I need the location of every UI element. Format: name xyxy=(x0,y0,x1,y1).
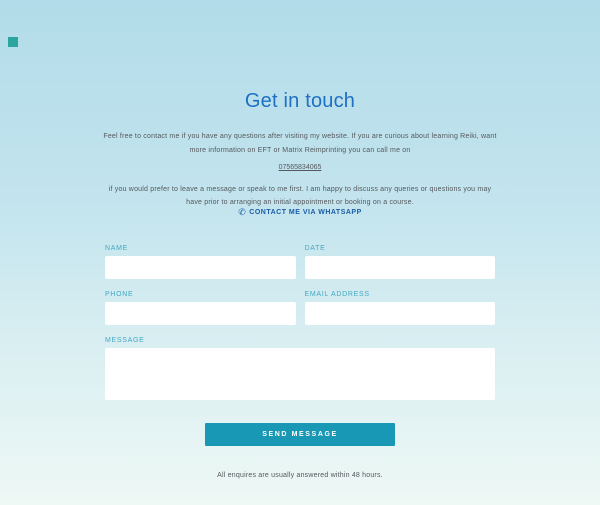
name-field xyxy=(105,245,296,279)
phone-input[interactable] xyxy=(105,302,296,325)
name-input[interactable] xyxy=(105,256,296,279)
whatsapp-link[interactable] xyxy=(238,208,362,217)
date-label: DATE xyxy=(304,245,326,252)
date-field xyxy=(305,245,496,279)
phone-link[interactable]: 07565834065 xyxy=(278,164,322,171)
phone-field xyxy=(105,291,296,325)
phone-label: PHONE xyxy=(105,291,134,298)
date-input[interactable] xyxy=(305,256,496,279)
phone-line xyxy=(0,158,600,174)
email-label: EMAIL ADDRESS xyxy=(304,291,370,298)
page-title: Get in touch xyxy=(244,90,356,112)
contact-form xyxy=(105,245,495,446)
footer-note: All enquires are usually answered within 48 hours. xyxy=(217,472,383,479)
intro-paragraph: Feel free to contact me if you have any questions after visiting my website. If you are curious about learning Reiki, want more information on EFT or Matrix Reimprinting you can call me on xyxy=(103,133,497,154)
message-label: MESSAGE xyxy=(105,337,145,344)
teal-accent-square xyxy=(8,37,18,47)
message-input[interactable] xyxy=(105,348,495,400)
whatsapp-icon: ✆ xyxy=(238,207,247,217)
email-field xyxy=(305,291,496,325)
whatsapp-link-label: CONTACT ME VIA WHATSAPP xyxy=(249,209,362,216)
intro-paragraph-2: if you would prefer to leave a message or speak to me first. I am happy to discuss any queries or questions you may have prior to arranging an initial appointment or booking on a course. xyxy=(108,186,492,206)
whatsapp-row xyxy=(0,202,600,220)
send-message-button[interactable]: SEND MESSAGE xyxy=(205,423,395,446)
form-grid xyxy=(105,245,495,337)
name-label: NAME xyxy=(105,245,129,252)
message-field xyxy=(105,337,495,405)
email-input[interactable] xyxy=(305,302,496,325)
